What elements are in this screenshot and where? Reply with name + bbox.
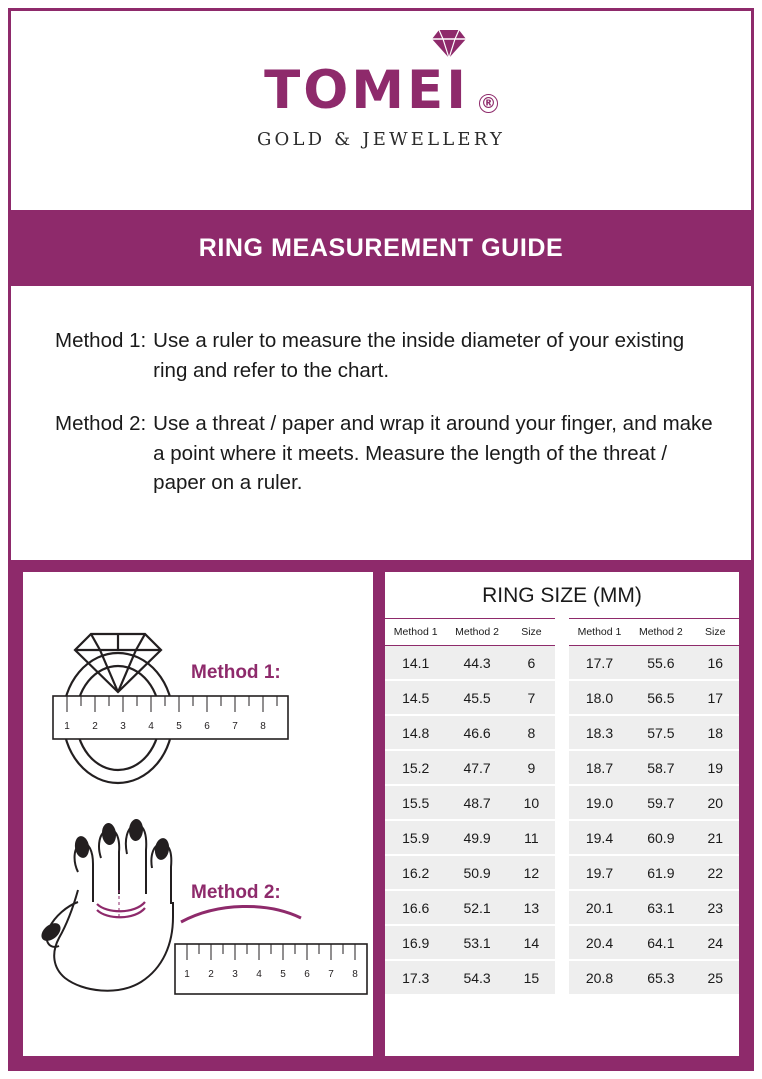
cell-method-2-right: 61.9 <box>630 855 691 890</box>
table-row <box>385 646 739 681</box>
instructions <box>55 326 715 522</box>
cell-method-1-right: 17.7 <box>569 646 630 681</box>
cell-size-left: 14 <box>508 925 555 960</box>
cell-method-2-left: 48.7 <box>446 785 507 820</box>
cell-method-2-left: 44.3 <box>446 646 507 681</box>
cell-method-1-left: 17.3 <box>385 960 446 995</box>
thread-wrap <box>97 890 145 920</box>
cell-size-left: 11 <box>508 820 555 855</box>
svg-text:5: 5 <box>176 721 182 732</box>
svg-text:3: 3 <box>120 721 126 732</box>
cell-size-right: 23 <box>692 890 739 925</box>
cell-method-1-right: 20.1 <box>569 890 630 925</box>
cell-size-left: 13 <box>508 890 555 925</box>
cell-size-left: 7 <box>508 680 555 715</box>
registered-mark-icon: ® <box>480 94 496 112</box>
table-row <box>385 960 739 995</box>
page-title: RING MEASUREMENT GUIDE <box>198 233 564 262</box>
table-body <box>385 646 739 996</box>
svg-text:7: 7 <box>232 721 238 732</box>
table-row <box>385 890 739 925</box>
cell-method-1-right: 19.7 <box>569 855 630 890</box>
cell-gap <box>555 785 569 820</box>
header-size-left: Size <box>508 619 555 646</box>
cell-gap <box>555 855 569 890</box>
brand-logo <box>11 11 751 203</box>
size-chart-panel <box>383 560 751 1068</box>
cell-size-right: 19 <box>692 750 739 785</box>
measurement-illustrations <box>23 572 373 1056</box>
instruction-method-2-label: Method 2: <box>55 412 147 436</box>
cell-method-2-right: 57.5 <box>630 715 691 750</box>
cell-size-right: 17 <box>692 680 739 715</box>
cell-method-1-left: 16.6 <box>385 890 446 925</box>
cell-size-right: 20 <box>692 785 739 820</box>
table-row <box>385 925 739 960</box>
cell-method-1-left: 15.9 <box>385 820 446 855</box>
instruction-method-1 <box>55 326 715 385</box>
instruction-method-1-text: Use a ruler to measure the inside diameter of your existing ring and refer to the chart. <box>153 329 685 382</box>
cell-size-left: 10 <box>508 785 555 820</box>
cell-size-left: 8 <box>508 715 555 750</box>
cell-method-2-right: 58.7 <box>630 750 691 785</box>
cell-size-right: 25 <box>692 960 739 995</box>
page-title-banner <box>11 210 751 286</box>
cell-gap <box>555 646 569 681</box>
cell-method-1-left: 14.5 <box>385 680 446 715</box>
cell-method-2-left: 49.9 <box>446 820 507 855</box>
brand-name: TOMEI <box>264 60 469 121</box>
hand-drawing <box>38 819 173 991</box>
cell-method-2-right: 56.5 <box>630 680 691 715</box>
table-row <box>385 820 739 855</box>
svg-text:1: 1 <box>184 969 190 980</box>
size-chart-title: RING SIZE (MM) <box>482 584 642 607</box>
cell-method-1-left: 15.2 <box>385 750 446 785</box>
cell-method-1-right: 20.4 <box>569 925 630 960</box>
cell-method-2-left: 50.9 <box>446 855 507 890</box>
cell-method-2-right: 55.6 <box>630 646 691 681</box>
illustration-caption-1: Method 1: <box>191 662 281 683</box>
table-row <box>385 680 739 715</box>
cell-method-2-right: 60.9 <box>630 820 691 855</box>
cell-method-1-right: 18.7 <box>569 750 630 785</box>
cell-size-left: 15 <box>508 960 555 995</box>
diamond-icon <box>432 26 466 60</box>
header-gap <box>555 619 569 646</box>
table-row <box>385 750 739 785</box>
header-method-2-left: Method 2 <box>446 619 507 646</box>
instruction-method-2 <box>55 409 715 498</box>
logo-wordmark-row <box>264 60 498 121</box>
cell-method-2-left: 53.1 <box>446 925 507 960</box>
illustration-panel <box>11 560 383 1068</box>
svg-text:6: 6 <box>204 721 210 732</box>
cell-method-2-right: 63.1 <box>630 890 691 925</box>
illustration-canvas <box>23 572 373 1056</box>
cell-method-1-left: 15.5 <box>385 785 446 820</box>
cell-gap <box>555 750 569 785</box>
header-size-right: Size <box>692 619 739 646</box>
svg-text:3: 3 <box>232 969 238 980</box>
cell-method-1-right: 18.0 <box>569 680 630 715</box>
cell-method-2-right: 64.1 <box>630 925 691 960</box>
header-method-1-right: Method 1 <box>569 619 630 646</box>
ring-size-table <box>385 618 739 996</box>
cell-method-1-left: 14.1 <box>385 646 446 681</box>
table-row <box>385 715 739 750</box>
cell-gap <box>555 715 569 750</box>
table-header-row <box>385 619 739 646</box>
svg-text:2: 2 <box>208 969 214 980</box>
illustration-caption-2: Method 2: <box>191 882 281 903</box>
cell-size-right: 21 <box>692 820 739 855</box>
cell-size-right: 16 <box>692 646 739 681</box>
cell-gap <box>555 820 569 855</box>
cell-size-left: 12 <box>508 855 555 890</box>
cell-method-2-left: 52.1 <box>446 890 507 925</box>
cell-method-1-right: 19.4 <box>569 820 630 855</box>
cell-method-2-right: 59.7 <box>630 785 691 820</box>
cell-method-1-right: 20.8 <box>569 960 630 995</box>
cell-method-2-left: 45.5 <box>446 680 507 715</box>
instruction-method-1-label: Method 1: <box>55 329 147 352</box>
bottom-panels <box>11 560 751 1068</box>
thread-strip <box>181 906 301 922</box>
ruler-method-1 <box>53 696 288 739</box>
cell-method-1-left: 16.2 <box>385 855 446 890</box>
instruction-method-2-text: Use a threat / paper and wrap it around your finger, and make a point where it meets. Measure the length of the threat / paper on a ruler. <box>153 412 713 495</box>
cell-method-2-left: 54.3 <box>446 960 507 995</box>
svg-text:1: 1 <box>64 721 70 732</box>
header-method-1-left: Method 1 <box>385 619 446 646</box>
svg-text:7: 7 <box>328 969 334 980</box>
cell-gap <box>555 680 569 715</box>
table-row <box>385 785 739 820</box>
cell-method-2-left: 47.7 <box>446 750 507 785</box>
cell-size-right: 22 <box>692 855 739 890</box>
document-frame <box>8 8 754 1071</box>
svg-text:5: 5 <box>280 969 286 980</box>
cell-method-2-left: 46.6 <box>446 715 507 750</box>
cell-method-2-right: 65.3 <box>630 960 691 995</box>
cell-size-left: 9 <box>508 750 555 785</box>
cell-method-1-right: 19.0 <box>569 785 630 820</box>
size-chart-canvas <box>385 572 739 1056</box>
cell-size-right: 18 <box>692 715 739 750</box>
svg-text:8: 8 <box>260 721 266 732</box>
svg-text:2: 2 <box>92 721 98 732</box>
svg-text:4: 4 <box>148 721 154 732</box>
header-method-2-right: Method 2 <box>630 619 691 646</box>
svg-text:6: 6 <box>304 969 310 980</box>
table-row <box>385 855 739 890</box>
svg-text:4: 4 <box>256 969 262 980</box>
svg-text:8: 8 <box>352 969 358 980</box>
cell-method-1-right: 18.3 <box>569 715 630 750</box>
cell-gap <box>555 960 569 995</box>
cell-method-1-left: 14.8 <box>385 715 446 750</box>
cell-size-left: 6 <box>508 646 555 681</box>
cell-gap <box>555 925 569 960</box>
ruler-method-2 <box>175 944 367 994</box>
cell-gap <box>555 890 569 925</box>
brand-tagline: GOLD & JEWELLERY <box>256 129 506 150</box>
cell-method-1-left: 16.9 <box>385 925 446 960</box>
cell-size-right: 24 <box>692 925 739 960</box>
